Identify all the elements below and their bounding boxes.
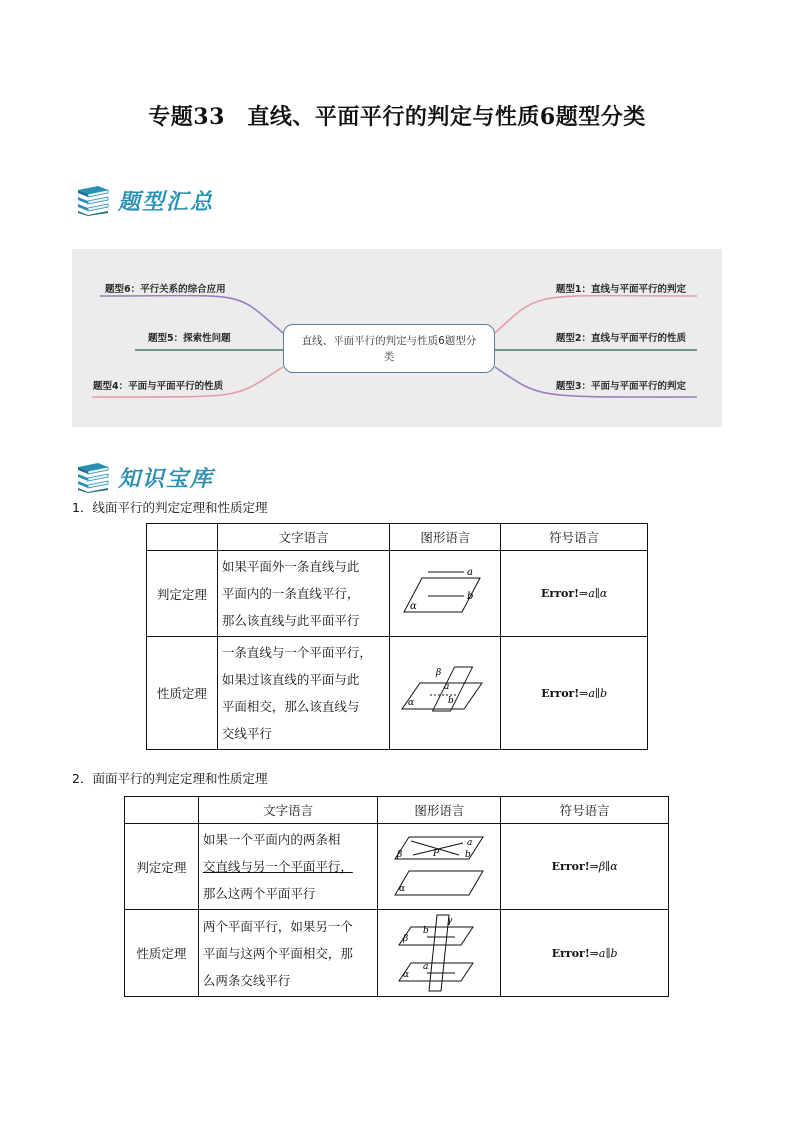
stacked-books-icon: [76, 184, 110, 216]
table-row: [125, 824, 669, 910]
mindmap-branch-type6: 题型6：平行关系的综合应用: [105, 284, 226, 295]
section-title-summary: 题型汇总: [118, 188, 215, 215]
row-label: 判定定理: [147, 551, 218, 637]
svg-text:β: β: [436, 668, 442, 678]
table-header-cell: 图形语言: [390, 524, 501, 551]
svg-text:β: β: [403, 934, 409, 944]
svg-text:b: b: [465, 849, 472, 860]
svg-text:α: α: [410, 600, 418, 612]
table-header-row: [147, 524, 648, 551]
table-header-cell: 文字语言: [217, 524, 390, 551]
table-header-cell: [125, 797, 199, 824]
line-plane-parallel-figure: [400, 564, 490, 624]
table-header-cell: 符号语言: [501, 524, 648, 551]
svg-text:α: α: [403, 970, 410, 980]
text-language-cell: 如果一个平面内的两条相 交直线与另一个平面平行， 那么这两个平面平行: [198, 824, 378, 910]
svg-text:β: β: [397, 849, 403, 860]
text-language-cell: 两个平面平行，如果另一个 平面与这两个平面相交，那 么两条交线平行: [198, 910, 378, 997]
table1-caption: 1．线面平行的判定定理和性质定理: [72, 500, 268, 515]
mindmap-center-node: 直线、平面平行的判定与性质6题型分类: [283, 324, 495, 373]
row-label: 性质定理: [125, 910, 199, 997]
mindmap-branch-type4: 题型4：平面与平面平行的性质: [93, 381, 224, 392]
figure-cell: [378, 910, 501, 997]
table-row: [147, 637, 648, 750]
table-header-cell: 图形语言: [378, 797, 501, 824]
symbol-language-cell: Error!⇒a∥b: [501, 637, 648, 750]
table-header-cell: 文字语言: [198, 797, 378, 824]
svg-text:a: a: [423, 962, 429, 972]
section-header-summary: [76, 180, 214, 220]
figure-cell: [378, 824, 501, 910]
table-header-row: [125, 797, 669, 824]
svg-text:P: P: [433, 848, 440, 859]
text-language-cell: 如果平面外一条直线与此 平面内的一条直线平行， 那么该直线与此平面平行: [217, 551, 390, 637]
svg-text:a: a: [444, 682, 450, 692]
table-header-cell: [147, 524, 218, 551]
svg-text:a: a: [467, 566, 474, 578]
table2-caption: 2．面面平行的判定定理和性质定理: [72, 771, 268, 786]
section-header-knowledge: [76, 457, 214, 497]
table-header-cell: 符号语言: [501, 797, 669, 824]
mindmap-branch-type2: 题型2：直线与平面平行的性质: [555, 333, 686, 344]
svg-text:a: a: [467, 837, 473, 848]
svg-text:α: α: [399, 883, 406, 894]
row-label: 判定定理: [125, 824, 199, 910]
mindmap-branch-type1: 题型1：直线与平面平行的判定: [555, 284, 686, 295]
row-label: 性质定理: [147, 637, 218, 750]
symbol-language-cell: Error!⇒a∥α: [501, 551, 648, 637]
svg-text:b: b: [467, 590, 474, 602]
mindmap-branch-type3: 题型3：平面与平面平行的判定: [555, 381, 686, 392]
plane-plane-parallel-figure: [391, 833, 487, 901]
line-plane-parallel-property-figure: [400, 663, 490, 723]
plane-plane-property-figure: [397, 913, 481, 993]
mindmap: [72, 249, 722, 427]
table-row: [125, 910, 669, 997]
text-language-cell: 一条直线与一个平面平行， 如果过该直线的平面与此 平面相交，那么该直线与 交线平行: [217, 637, 390, 750]
symbol-language-cell: Error!⇒β∥α: [501, 824, 669, 910]
page-title: 专题33 直线、平面平行的判定与性质6题型分类: [148, 104, 646, 130]
table-line-plane-parallel: [146, 523, 648, 750]
mindmap-branch-type5: 题型5：探索性问题: [148, 333, 231, 344]
table-plane-plane-parallel: [124, 796, 669, 997]
table-row: [147, 551, 648, 637]
svg-text:γ: γ: [447, 916, 453, 926]
section-title-knowledge: 知识宝库: [118, 465, 215, 492]
figure-cell: [390, 551, 501, 637]
svg-text:b: b: [423, 926, 430, 936]
svg-text:b: b: [448, 696, 455, 706]
figure-cell: [390, 637, 501, 750]
symbol-language-cell: Error!⇒a∥b: [501, 910, 669, 997]
stacked-books-icon: [76, 461, 110, 493]
svg-text:α: α: [408, 698, 415, 708]
